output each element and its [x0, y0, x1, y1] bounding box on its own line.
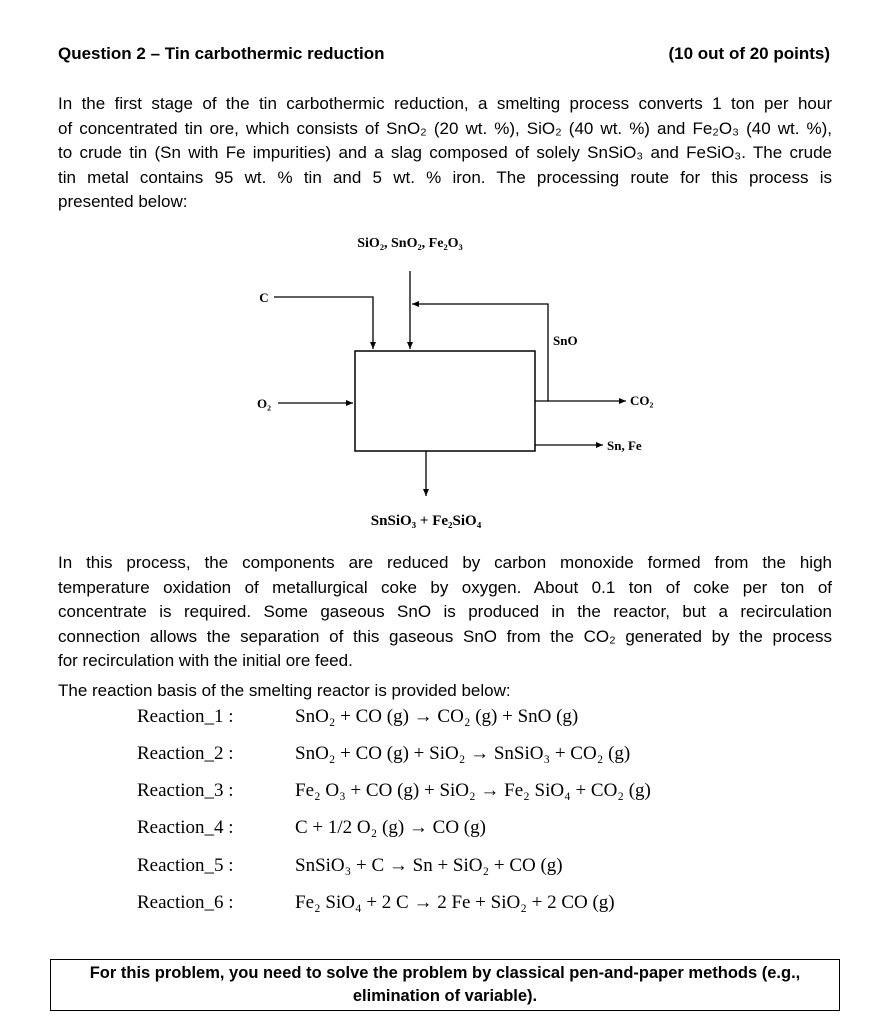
process-line: In this process, the components are reduced by carbon monoxide formed from the high [58, 553, 832, 572]
process-line: concentrate is required. Some gaseous SnO is produced in the reactor, but a recirculation [58, 602, 832, 621]
sno-recycle-arrow [412, 304, 548, 401]
process-line: connection allows the separation of this gaseous SnO from the CO₂ generated by the process [58, 626, 832, 646]
reactor-box [355, 351, 535, 451]
question-points: (10 out of 20 points) [668, 44, 830, 63]
oxygen-label: O₂ [256, 396, 272, 411]
reaction-label: Reaction_3 : [137, 780, 234, 801]
co2-outlet-label: CO₂ [630, 393, 654, 408]
reaction-label: Reaction_5 : [137, 855, 234, 876]
intro-line: presented below: [58, 192, 188, 211]
sno-recycle-label: SnO [553, 333, 578, 348]
process-paragraph [58, 551, 832, 674]
reaction-basis-intro: The reaction basis of the smelting reactor is provided below: [58, 681, 511, 700]
question-title: Question 2 – Tin carbothermic reduction [58, 44, 385, 63]
carbon-feed-arrow [274, 297, 373, 349]
reaction-equation: C + 1/2 O₂ (g) → CO (g) [295, 817, 486, 838]
reaction-label: Reaction_6 : [137, 892, 234, 913]
process-line: temperature oxidation of metallurgical coke by oxygen. About 0.1 ton of coke per ton of [58, 577, 832, 597]
metal-outlet-label: Sn, Fe [607, 438, 642, 453]
reaction-label: Reaction_2 : [137, 743, 234, 764]
instruction-note-line: elimination of variable). [352, 987, 538, 1005]
reaction-label: Reaction_1 : [137, 706, 234, 727]
instruction-note-line: For this problem, you need to solve the problem by classical pen-and-paper methods (e.g., [89, 964, 801, 982]
reaction-equation: SnO₂ + CO (g) → CO₂ (g) + SnO (g) [295, 706, 579, 727]
slag-label: SnSiO₃ + Fe₂SiO₄ [370, 513, 482, 529]
reaction-label: Reaction_4 : [137, 817, 234, 838]
intro-paragraph [58, 92, 832, 215]
intro-line: of concentrated tin ore, which consists of SnO₂ (20 wt. %), SiO₂ (40 wt. %) and Fe₂O₃ (40 wt. %), [58, 118, 832, 138]
reaction-equation: SnSiO₃ + C → Sn + SiO₂ + CO (g) [295, 855, 563, 876]
intro-line: tin metal contains 95 wt. % tin and 5 wt. % iron. The processing route for this process is [58, 167, 832, 187]
reaction-equation: SnO₂ + CO (g) + SiO₂ → SnSiO₃ + CO₂ (g) [295, 743, 631, 764]
reaction-equation: Fe₂ SiO₄ + 2 C → 2 Fe + SiO₂ + 2 CO (g) [295, 892, 615, 913]
intro-line: In the first stage of the tin carbothermic reduction, a smelting process converts 1 ton per hour [58, 94, 832, 113]
process-flow-diagram [240, 225, 680, 535]
instruction-note-box [50, 959, 840, 1011]
intro-line: to crude tin (Sn with Fe impurities) and a slag composed of solely SnSiO₃ and FeSiO₃. The crude [58, 143, 832, 162]
reaction-equation: Fe₂ O₃ + CO (g) + SiO₂ → Fe₂ SiO₄ + CO₂ (g) [295, 780, 651, 801]
process-line: for recirculation with the initial ore feed. [58, 651, 353, 670]
carbon-label: C [259, 290, 269, 305]
feed-label: SiO₂, SnO₂, Fe₂O₃ [357, 236, 463, 251]
